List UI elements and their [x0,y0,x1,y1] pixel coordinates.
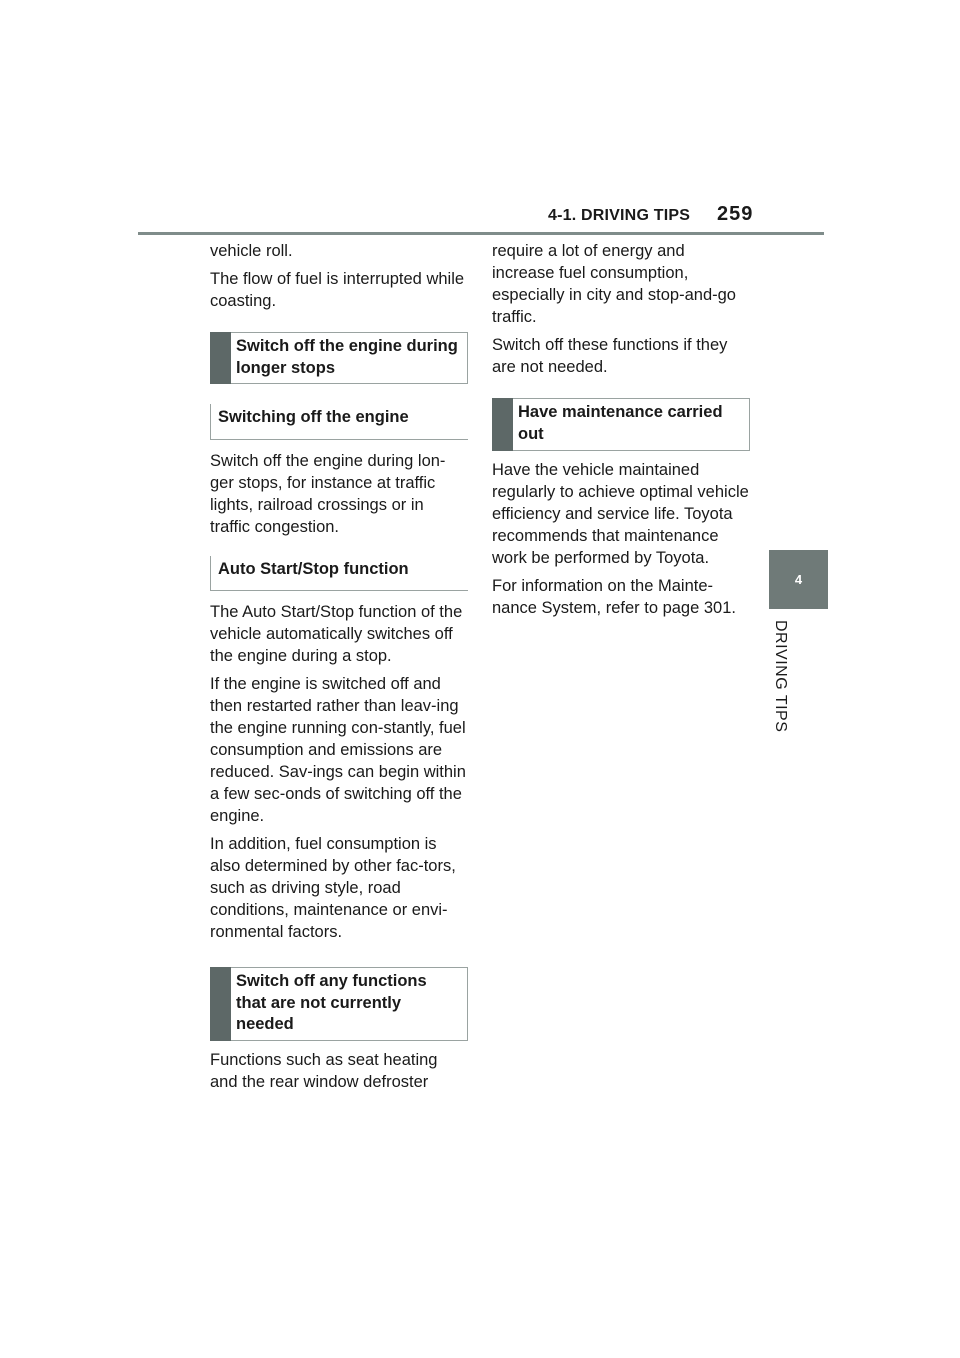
paragraph: The Auto Start/Stop function of the vehicle automatically switches off the engine during a stop. [210,603,463,665]
paragraph: If the engine is switched off and then restarted rather than leav-ing the engine running con-stantly, fuel consumption and emissions are reduced. Sav-ings can begin within a few sec-onds of switching off the engine. [210,675,466,825]
right-column [492,240,750,625]
header-rule [138,232,824,235]
section-title: 4-1. DRIVING TIPS [548,207,691,224]
section-heading-switch-off-engine: Switch off the engine during longer stops [210,332,468,384]
section-heading-switch-off-functions: Switch off any functions that are not currently needed [210,967,468,1041]
paragraph: vehicle roll. [210,242,293,260]
chapter-number: 4 [794,572,803,587]
paragraph: require a lot of energy and increase fuel consumption, especially in city and stop-and-go traffic. [492,242,736,326]
subheading-switching-off-engine: Switching off the engine [210,404,468,440]
paragraph: The flow of fuel is interrupted while coasting. [210,270,465,310]
chapter-tab [769,550,828,609]
subheading-auto-start-stop: Auto Start/Stop function [210,556,468,592]
left-column [210,240,468,1099]
paragraph: Functions such as seat heating and the rear window defroster [210,1051,438,1091]
chapter-label: DRIVING TIPS [772,620,789,733]
paragraph: Have the vehicle maintained regularly to achieve optimal vehicle efficiency and service life. Toyota recommends that maintenance work be performed by Toyota. [492,461,749,567]
page-number: 259 [717,203,754,225]
section-heading-maintenance: Have maintenance carried out [492,398,750,451]
paragraph: For information on the Mainte-nance System, refer to page 301. [492,577,736,617]
paragraph: Switch off the engine during lon-ger stops, for instance at traffic lights, railroad crossings or in traffic congestion. [210,451,446,536]
paragraph: In addition, fuel consumption is also determined by other fac-tors, such as driving style, road conditions, maintenance or envi-ronmental factors. [210,835,456,941]
paragraph: Switch off these functions if they are not needed. [492,336,728,376]
